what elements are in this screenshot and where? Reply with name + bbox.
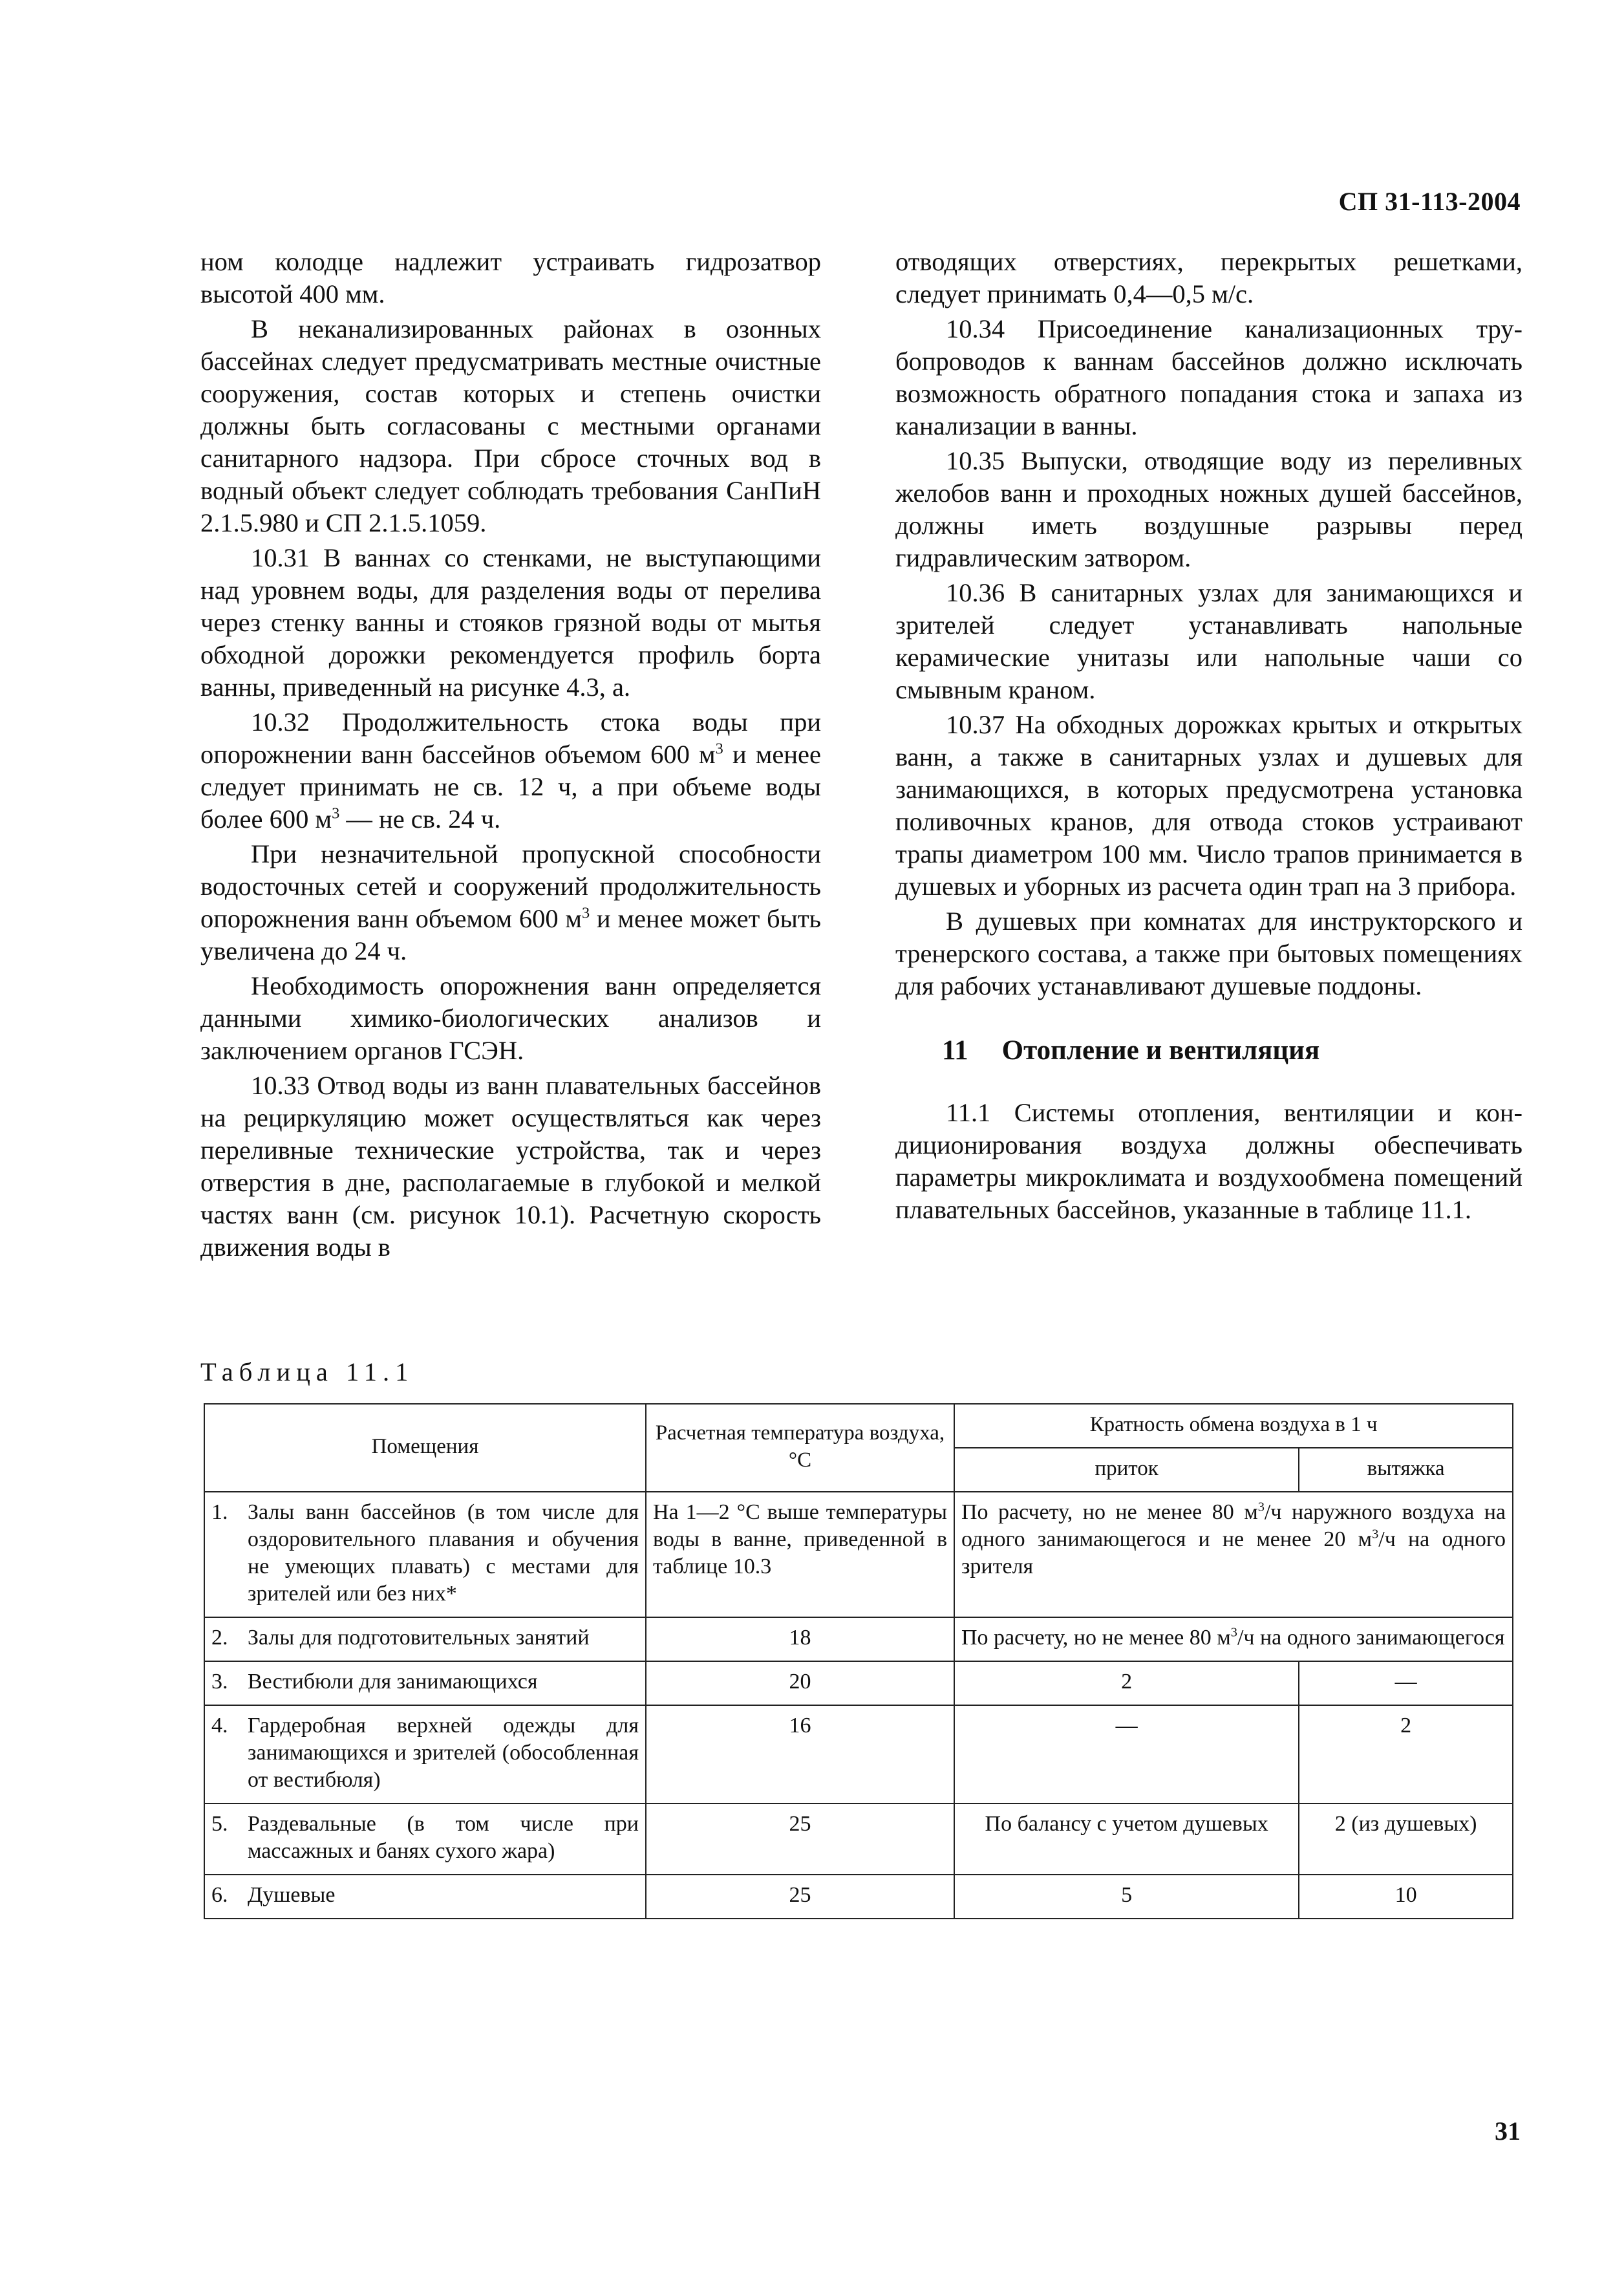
- header-temperature: Расчетная температура воздуха, °С: [646, 1404, 954, 1492]
- table-row: [204, 1661, 1513, 1705]
- table-row: [204, 1875, 1513, 1919]
- paragraph: Необходимость опорожнения ванн определяется данными химико-биологических анализов и заключением органов ГСЭН.: [200, 971, 821, 1065]
- section-title: Отопление и вентиляция: [1001, 1035, 1320, 1066]
- temperature-value: На 1—2 °С выше температуры воды в ванне, приведенной в таблице 10.3: [646, 1492, 954, 1617]
- paragraph: В неканализированных районах в озонных бассейнах следует предусматривать местные очистные сооружения, состав которых и степень очистки должны быть согласованы с местными органами санитарного надзора. При сбросе сточных вод в водный объект следует соблюдать требования СанПиН 2.1.5.980 и СП 2.1.5.1059.: [200, 314, 821, 537]
- table-row: [204, 1803, 1513, 1875]
- paragraph: 10.31 В ваннах со стенками, не выступающими над уровнем воды, для разделения воды от перелива через стенку ванны и стояков грязной воды от мытья обходной дорожки рекомендуется профиль борта ванны, приведенный на рисунке 4.3, а.: [200, 543, 821, 702]
- paragraph: 11.1 Системы отопления, вентиляции и кондиционирования воздуха должны обеспечивать параметры микроклимата и воздухообмена помещений плавательных бассейнов, указанные в таблице 11.1.: [895, 1098, 1522, 1224]
- supply-value: 2: [954, 1661, 1299, 1705]
- exhaust-value: 10: [1299, 1875, 1513, 1919]
- room-name: Залы ванн бассейнов (в том числе для оздоровительного плавания и обучения не умеющих плавать) с местами для зрителей или без них*: [245, 1492, 646, 1617]
- room-name: Гардеробная верхней одежды для занимающихся и зрителей (обособленная от вестибюля): [245, 1705, 646, 1803]
- section-heading: [895, 1035, 1522, 1067]
- paragraph: 10.32 Продолжительность стока воды при опорожнении ванн бассейнов объемом 600 $м^3$ и менее следует принимать не св. 12 ч, а при объеме воды более 600 $м^3$ — не св. 24 ч.: [200, 707, 821, 834]
- table-row: [204, 1705, 1513, 1803]
- paragraph: отводящих отверстиях, перекрытых решетками, следует принимать 0,4—0,5 м/с.: [895, 247, 1522, 308]
- paragraph: При незначительной пропускной способности водосточных сетей и сооружений продолжительность опорожнения ванн объемом 600 $м^3$ и менее может быть увеличена до 24 ч.: [200, 839, 821, 965]
- temperature-value: 25: [646, 1875, 954, 1919]
- table-row: [204, 1617, 1513, 1661]
- row-number: 6.: [204, 1875, 245, 1919]
- exhaust-value: 2: [1299, 1705, 1513, 1803]
- air-exchange-value: По расчету, но не менее 80 $м^3/ч$ наружного воздуха на одного занимающегося и не менее 20 $м^3/ч$ на одного зрителя: [954, 1492, 1513, 1617]
- document-code: СП 31-113-2004: [1338, 187, 1521, 216]
- header-air-exchange: Кратность обмена воздуха в 1 ч: [954, 1404, 1513, 1448]
- paragraph: 10.37 На обходных дорожках крытых и открытых ванн, а также в санитарных узлах и душевых для занимающихся, в которых предусмотрена установка поливочных кранов, для отвода стоков устраивают трапы диаметром 100 мм. Число трапов принимается в душевых и уборных из расчета один трап на 3 прибора.: [895, 710, 1522, 901]
- row-number: 5.: [204, 1803, 245, 1875]
- header-rooms: Помещения: [204, 1404, 646, 1492]
- paragraph: 10.36 В санитарных узлах для занимающихся и зрителей следует устанавливать напольные керамические унитазы или напольные чаши со смывным краном.: [895, 578, 1522, 704]
- header-supply: приток: [954, 1448, 1299, 1492]
- table-row: [204, 1492, 1513, 1617]
- supply-value: 5: [954, 1875, 1299, 1919]
- paragraph: 10.35 Выпуски, отводящие воду из переливных желобов ванн и проходных ножных душей бассейнов, должны иметь воздушные разрывы перед гидравлическим затвором.: [895, 446, 1522, 572]
- temperature-value: 25: [646, 1803, 954, 1875]
- exhaust-value: —: [1299, 1661, 1513, 1705]
- table-caption: Таблица 11.1: [200, 1357, 414, 1386]
- air-exchange-value: По расчету, но не менее 80 $м^3/ч$ на одного занимающегося: [954, 1617, 1513, 1661]
- row-number: 2.: [204, 1617, 245, 1661]
- room-name: Раздевальные (в том числе при массажных и банях сухого жара): [245, 1803, 646, 1875]
- paragraph: ном колодце надлежит устраивать гидрозатвор высотой 400 мм.: [200, 247, 821, 308]
- left-column: [200, 246, 821, 1266]
- section-number: 11: [942, 1035, 968, 1066]
- paragraph: 10.34 Присоединение канализационных трубопроводов к ваннам бассейнов должно исключать возможность обратного попадания стока и запаха из канализации в ванны.: [895, 314, 1522, 440]
- right-column: [895, 246, 1522, 1229]
- rooms-table: [204, 1403, 1513, 1919]
- supply-value: —: [954, 1705, 1299, 1803]
- room-name: Душевые: [245, 1875, 646, 1919]
- supply-value: По балансу с учетом душевых: [954, 1803, 1299, 1875]
- room-name: Вестибюли для занимающихся: [245, 1661, 646, 1705]
- header-exhaust: вытяжка: [1299, 1448, 1513, 1492]
- exhaust-value: 2 (из душевых): [1299, 1803, 1513, 1875]
- row-number: 1.: [204, 1492, 245, 1617]
- temperature-value: 20: [646, 1661, 954, 1705]
- page-number: 31: [1495, 2116, 1521, 2146]
- room-name: Залы для подготовительных занятий: [245, 1617, 646, 1661]
- paragraph: 10.33 Отвод воды из ванн плавательных бассейнов на рециркуляцию может осуществляться как через переливные технические устройства, так и через отверстия в дне, располагаемые в глубокой и мелкой частях ванн (см. рисунок 10.1). Расчетную скорость движения воды в: [200, 1071, 821, 1262]
- temperature-value: 16: [646, 1705, 954, 1803]
- temperature-value: 18: [646, 1617, 954, 1661]
- row-number: 3.: [204, 1661, 245, 1705]
- row-number: 4.: [204, 1705, 245, 1803]
- paragraph: В душевых при комнатах для инструкторского и тренерского состава, а также при бытовых помещениях для рабочих устанавливают душевые поддоны.: [895, 907, 1522, 1000]
